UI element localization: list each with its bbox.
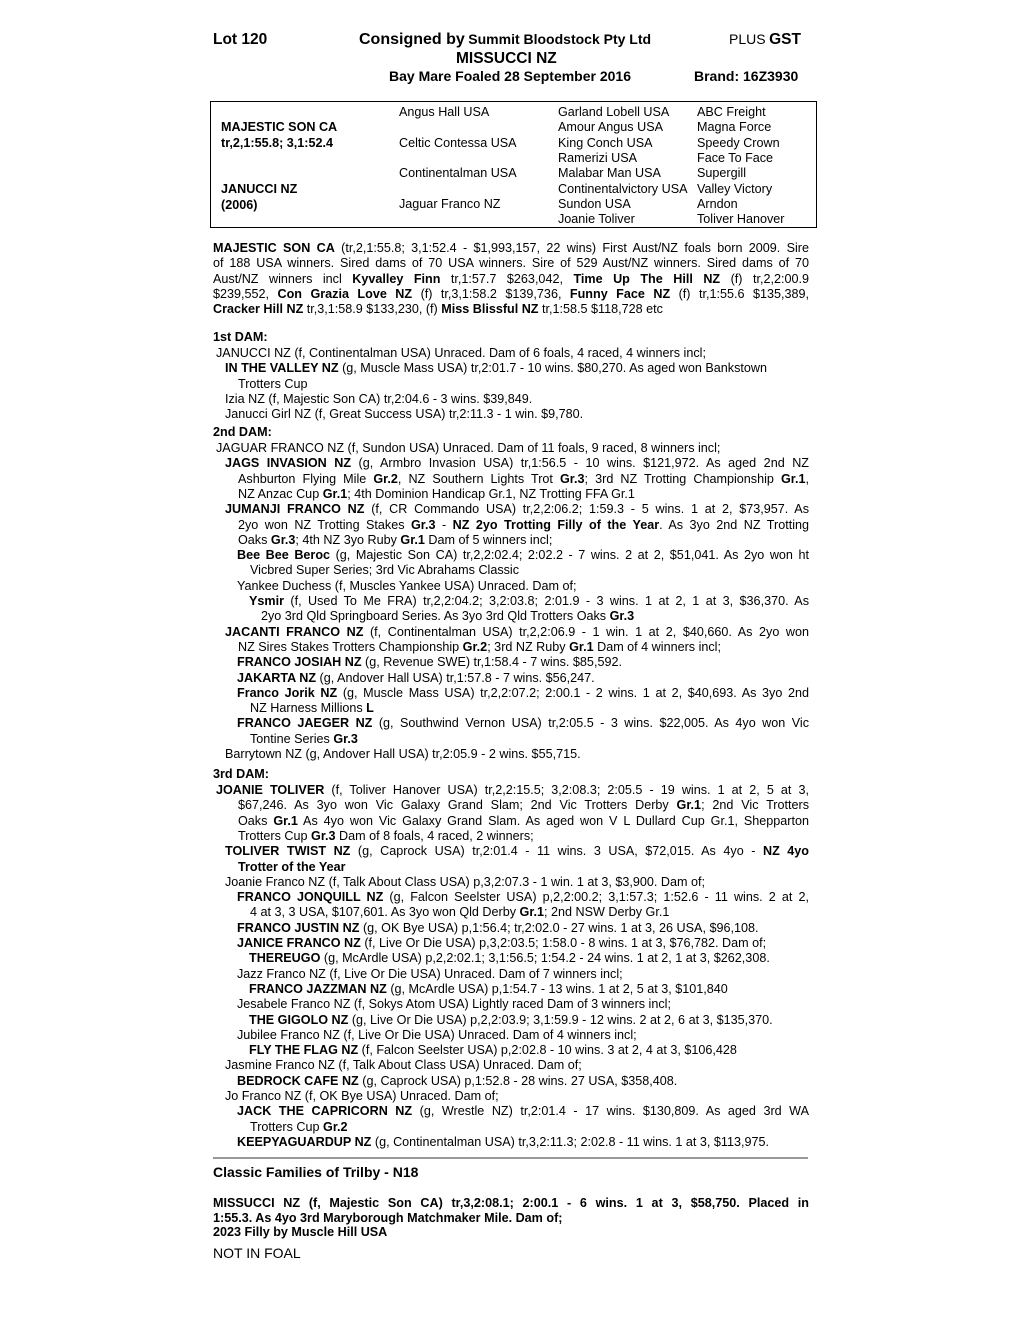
dam-heading: 1st DAM: [213,330,268,344]
text-line: MAJESTIC SON CA (tr,2,1:55.8; 3,1:52.4 - $1,993,157, 22 wins) First Aust/NZ foals born 2009. Sire [213,241,809,255]
pedigree-g3: ABC Freight [697,105,766,119]
text-line: 2yo won NZ Trotting Stakes Gr.3 - NZ 2yo Trotting Filly of the Year. As 3yo 2nd NZ Trotting [238,517,809,532]
text-line: Trotters Cup Gr.2 [250,1119,348,1134]
text-line: Joanie Franco NZ (f, Talk About Class USA) p,3,2:07.3 - 1 win. 1 at 3, $3,900. Dam of; [225,874,705,889]
summary-line: 1:55.3. As 4yo 3rd Maryborough Matchmaker Mile. Dam of; [213,1210,563,1225]
section-divider [213,1157,808,1159]
text-line: JAGUAR FRANCO NZ (f, Sundon USA) Unraced. Dam of 11 foals, 9 raced, 8 winners incl; [216,441,721,455]
pedigree-g1: Continentalman USA [399,166,517,180]
text-line: $67,246. As 3yo won Vic Galaxy Grand Slam; 2nd Vic Trotters Derby Gr.1; 2nd Vic Trotters [238,798,809,813]
text-line: Trotters Cup Gr.3 Dam of 8 foals, 4 raced, 2 winners; [238,828,534,843]
text-line: JANUCCI NZ (f, Continentalman USA) Unraced. Dam of 6 foals, 4 raced, 4 winners incl; [216,346,706,360]
text-line: Janucci Girl NZ (f, Great Success USA) tr,2:11.3 - 1 win. $9,780. [225,407,584,422]
text-line: Franco Jorik NZ (g, Muscle Mass USA) tr,2,2:07.2; 2:00.1 - 2 wins. 1 at 2, $40,693. As 3yo 2nd [237,685,809,700]
text-line: Ashburton Flying Mile Gr.2, NZ Southern Lights Trot Gr.3; 3rd NZ Trotting Championship Gr.1, [238,471,809,486]
pedigree-sire: MAJESTIC SON CA [221,120,338,134]
text-line: JANICE FRANCO NZ (f, Live Or Die USA) p,3,2:03.5; 1:58.0 - 8 wins. 1 at 3, $76,782. Dam of; [237,936,767,950]
pedigree-g2: Malabar Man USA [558,166,661,180]
pedigree-g2: Amour Angus USA [558,120,663,134]
plus-gst [729,32,801,48]
text-line: Bee Bee Beroc (g, Majestic Son CA) tr,2,2:02.4; 2:02.2 - 7 wins. 2 at 2, $51,041. As 2yo won ht [237,548,809,563]
text-line: Jazz Franco NZ (f, Live Or Die USA) Unraced. Dam of 7 winners incl; [237,966,623,981]
text-line: 2yo 3rd Qld Springboard Series. As 3yo 3rd Qld Trotters Oaks Gr.3 [261,609,635,624]
pedigree-g3: Face To Face [697,151,774,165]
text-line: THEREUGO (g, McArdle USA) p,2,2:02.1; 3,1:56.5; 1:54.2 - 24 wins. 1 at 2, 1 at 3, $262,308. [249,951,770,966]
text-line: Trotters Cup [238,376,308,391]
pedigree-g2: Garland Lobell USA [558,105,670,119]
pedigree-dam: JANUCCI NZ [221,182,298,196]
text-line: JUMANJI FRANCO NZ (f, CR Commando USA) tr,2,2:06.2; 1:59.3 - 5 wins. 1 at 2, $73,957. As [225,502,809,517]
consigned-by [359,32,651,48]
text-line: of 188 USA winners. Sired dams of 70 USA winners. Sire of 529 Aust/NZ winners. Sired dams of 70 [213,256,809,271]
horse-name: MISSUCCI NZ [456,50,557,67]
text-line: $239,552, Con Grazia Love NZ (f) tr,3,1:58.2 $139,736, Funny Face NZ (f) tr,1:55.6 $135,389, [213,286,809,301]
summary-line: MISSUCCI NZ (f, Majestic Son CA) tr,3,2:08.1; 2:00.1 - 6 wins. 1 at 3, $58,750. Placed in [213,1196,809,1210]
pedigree-table [210,101,817,228]
text-line: Jo Franco NZ (f, OK Bye USA) Unraced. Dam of; [225,1089,499,1103]
text-line: BEDROCK CAFE NZ (g, Caprock USA) p,1:52.8 - 28 wins. 27 USA, $358,408. [237,1073,678,1088]
brand: Brand: 16Z3930 [694,68,799,84]
text-line: JACANTI FRANCO NZ (f, Continentalman USA) tr,2,2:06.9 - 1 win. 1 at 2, $40,660. As 2yo won [225,624,809,639]
text-line: FRANCO JOSIAH NZ (g, Revenue SWE) tr,1:58.4 - 7 wins. $85,592. [237,655,622,670]
text-line: Vicbred Super Series; 3rd Vic Abrahams Classic [250,563,520,578]
text-line: JAGS INVASION NZ (g, Armbro Invasion USA) tr,1:56.5 - 10 wins. $121,972. As aged 2nd NZ [225,456,809,471]
pedigree-sire-record: tr,2,1:55.8; 3,1:52.4 [221,136,334,150]
text-line: Ysmir (f, Used To Me FRA) tr,2,2:04.2; 3,2:03.8; 2:01.9 - 3 wins. 1 at 2, 1 at 3, $36,370. As [249,594,809,608]
pedigree-g3: Arndon [697,197,738,211]
text-line: NZ Harness Millions L [250,701,374,716]
lot-number: Lot 120 [213,31,268,48]
text-line: Barrytown NZ (g, Andover Hall USA) tr,2:05.9 - 2 wins. $55,715. [225,747,581,761]
text-line: Oaks Gr.3; 4th NZ 3yo Ruby Gr.1 Dam of 5 winners incl; [238,532,553,547]
consignor-name: Summit Bloodstock Pty Ltd [468,31,652,47]
text-line: NZ Sires Stakes Trotters Championship Gr.2; 3rd NZ Ruby Gr.1 Dam of 4 winners incl; [238,639,721,654]
text-line: 4 at 3, 3 USA, $107,601. As 3yo won Qld Derby Gr.1; 2nd NSW Derby Gr.1 [250,905,670,920]
text-line: Yankee Duchess (f, Muscles Yankee USA) Unraced. Dam of; [237,578,577,593]
text-line: Cracker Hill NZ tr,3,1:58.9 $133,230, (f) Miss Blissful NZ tr,1:58.5 $118,728 etc [213,302,663,317]
family-title: Classic Families of Trilby - N18 [213,1164,419,1180]
foaled-line: Bay Mare Foaled 28 September 2016 [389,68,632,84]
pedigree-g2: Ramerizi USA [558,151,638,165]
text-line: Tontine Series Gr.3 [250,731,358,746]
text-line: Trotter of the Year [238,859,346,874]
text-line: Izia NZ (f, Majestic Son CA) tr,2:04.6 - 3 wins. $39,849. [225,391,533,406]
text-line: FRANCO JONQUILL NZ (g, Falcon Seelster USA) p,2,2:00.2; 3,1:57.3; 1:52.6 - 11 wins. 2 at 2, [237,890,809,905]
text-line: Oaks Gr.1 As 4yo won Vic Galaxy Grand Slam. As aged won V L Dullard Cup Gr.1, Shepparton [238,813,809,828]
text-line: THE GIGOLO NZ (g, Live Or Die USA) p,2,2:03.9; 3,1:59.9 - 12 wins. 2 at 2, 6 at 3, $135,370. [249,1012,773,1027]
text-line: JAKARTA NZ (g, Andover Hall USA) tr,1:57.8 - 7 wins. $56,247. [237,670,595,685]
text-line: IN THE VALLEY NZ (g, Muscle Mass USA) tr,2:01.7 - 10 wins. $80,270. As aged won Bankstown [225,361,767,376]
text-line: Jubilee Franco NZ (f, Live Or Die USA) Unraced. Dam of 4 winners incl; [237,1027,637,1042]
text-line: FLY THE FLAG NZ (f, Falcon Seelster USA) p,2:02.8 - 10 wins. 3 at 2, 4 at 3, $106,428 [249,1043,737,1058]
summary-line: 2023 Filly by Muscle Hill USA [213,1225,388,1239]
text-line: KEEPYAGUARDUP NZ (g, Continentalman USA) tr,3,2:11.3; 2:02.8 - 11 wins. 1 at 3, $113,975. [237,1134,770,1149]
dam-heading: 2nd DAM: [213,425,272,439]
dam-heading: 3rd DAM: [213,767,269,781]
text-line: Jasmine Franco NZ (f, Talk About Class USA) Unraced. Dam of; [225,1058,582,1073]
pedigree-g1: Jaguar Franco NZ [399,197,501,211]
foal-status: NOT IN FOAL [213,1245,301,1261]
pedigree-g3: Valley Victory [697,182,773,196]
pedigree-g2: Sundon USA [558,197,631,211]
pedigree-g2: King Conch USA [558,136,653,150]
pedigree-g1: Angus Hall USA [399,105,490,119]
text-line: FRANCO JAZZMAN NZ (g, McArdle USA) p,1:54.7 - 13 wins. 1 at 2, 5 at 3, $101,840 [249,981,728,996]
plus-label: PLUS [729,31,766,47]
text-line: NZ Anzac Cup Gr.1; 4th Dominion Handicap Gr.1, NZ Trotting FFA Gr.1 [238,486,635,501]
gst-label: GST [769,31,801,48]
pedigree-g3: Supergill [697,166,747,180]
text-line: Jesabele Franco NZ (f, Sokys Atom USA) Lightly raced Dam of 3 winners incl; [237,997,671,1012]
text-line: JACK THE CAPRICORN NZ (g, Wrestle NZ) tr,2:01.4 - 17 wins. $130,809. As aged 3rd WA [237,1104,809,1119]
pedigree-g3: Toliver Hanover [697,212,785,226]
consigned-prefix: Consigned by [359,31,465,48]
pedigree-g2: Joanie Toliver [558,212,635,226]
pedigree-g3: Magna Force [697,120,772,134]
text-line: FRANCO JAEGER NZ (g, Southwind Vernon USA) tr,2:05.5 - 3 wins. $22,005. As 4yo won Vic [237,716,809,731]
pedigree-dam-year: (2006) [221,198,258,212]
text-line: JOANIE TOLIVER (f, Toliver Hanover USA) tr,2,2:15.5; 3,2:08.3; 2:05.5 - 19 wins. 1 at 2, 5 at 3, [216,783,809,797]
pedigree-g1: Celtic Contessa USA [399,136,517,150]
text-line: FRANCO JUSTIN NZ (g, OK Bye USA) p,1:56.4; tr,2:02.0 - 27 wins. 1 at 3, 26 USA, $96,108. [237,920,759,935]
text-line: Aust/NZ winners incl Kyvalley Finn tr,1:57.7 $263,042, Time Up The Hill NZ (f) tr,2,2:00.9 [213,271,809,286]
text-line: TOLIVER TWIST NZ (g, Caprock USA) tr,2:01.4 - 11 wins. 3 USA, $72,015. As 4yo - NZ 4yo [225,844,809,859]
pedigree-g3: Speedy Crown [697,136,780,150]
pedigree-g2: Continentalvictory USA [558,182,688,196]
